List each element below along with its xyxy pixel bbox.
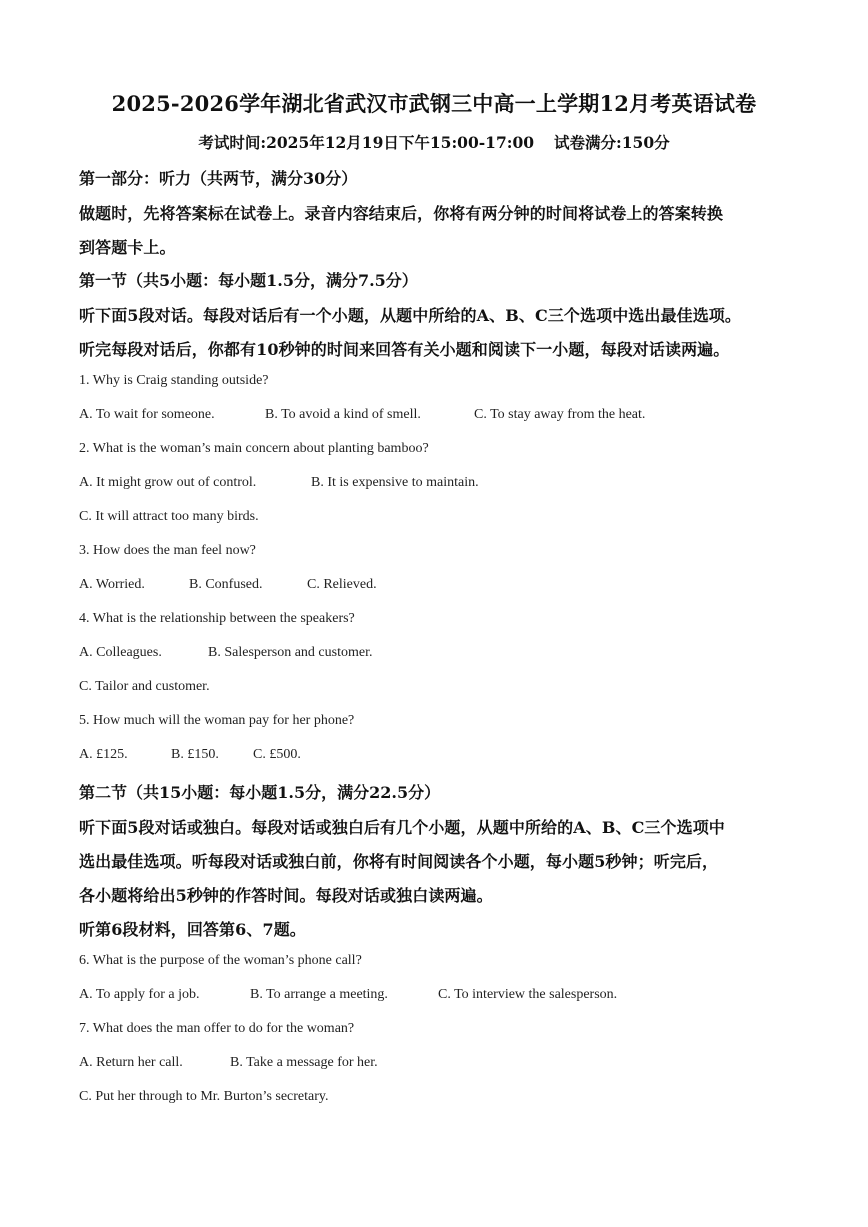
question-5-options — [79, 747, 301, 763]
exam-time: 考试时间:2025年12月19日下午15:00-17:00 — [198, 133, 535, 152]
question-7-options-row-2 — [79, 1089, 329, 1105]
question-5-stem: 5. How much will the woman pay for her phone? — [79, 713, 355, 728]
question-5-option-a: A. £125. — [79, 747, 128, 762]
question-6-option-c: C. To interview the salesperson. — [438, 987, 618, 1002]
question-2-options-row-2 — [79, 509, 259, 525]
question-5-option-c: C. £500. — [253, 747, 301, 762]
question-2-options-row-1 — [79, 475, 479, 491]
question-1-options — [79, 407, 645, 423]
material-6-note: 听第6段材料，回答第6、7题。 — [79, 920, 306, 939]
question-1-option-c: C. To stay away from the heat. — [474, 407, 646, 422]
question-7-option-b: B. Take a message for her. — [230, 1055, 378, 1070]
question-3-stem: 3. How does the man feel now? — [79, 543, 256, 558]
question-4-options-row-2 — [79, 679, 210, 695]
section2-instruction-line-1: 听下面5段对话或独白。每段对话或独白后有几个小题，从题中所给的A、B、C三个选项中 — [79, 818, 725, 837]
question-7-options-row-1 — [79, 1055, 378, 1071]
question-4-stem: 4. What is the relationship between the speakers? — [79, 611, 355, 626]
section2-instruction-line-2: 选出最佳选项。听每段对话或独白前，你将有时间阅读各个小题，每小题5秒钟；听完后， — [79, 852, 719, 871]
question-4-options-row-1 — [79, 645, 372, 661]
question-1-option-b: B. To avoid a kind of smell. — [265, 407, 421, 422]
exam-score: 试卷满分:150分 — [554, 133, 670, 152]
question-4-option-b: B. Salesperson and customer. — [208, 645, 373, 660]
question-7-stem: 7. What does the man offer to do for the woman? — [79, 1021, 355, 1036]
section2-instruction-line-3: 各小题将给出5秒钟的作答时间。每段对话或独白读两遍。 — [79, 886, 493, 905]
question-5-option-b: B. £150. — [171, 747, 219, 762]
question-1-option-a: A. To wait for someone. — [79, 407, 215, 422]
section1-instruction-line-2: 听完每段对话后，你都有10秒钟的时间来回答有关小题和阅读下一小题，每段对话读两遍。 — [79, 340, 730, 359]
question-2-option-b: B. It is expensive to maintain. — [311, 475, 479, 490]
part1-instruction-line-1: 做题时，先将答案标在试卷上。录音内容结束后，你将有两分钟的时间将试卷上的答案转换 — [79, 204, 724, 223]
part1-instruction-line-2: 到答题卡上。 — [79, 238, 176, 257]
question-2-stem: 2. What is the woman’s main concern about planting bamboo? — [79, 441, 429, 456]
question-6-options — [79, 987, 617, 1003]
question-6-option-a: A. To apply for a job. — [79, 987, 200, 1002]
exam-info — [0, 131, 868, 153]
question-2-option-a: A. It might grow out of control. — [79, 475, 257, 490]
section2-heading: 第二节（共15小题：每小题1.5分，满分22.5分） — [79, 783, 441, 802]
part1-heading: 第一部分：听力（共两节，满分30分） — [79, 169, 358, 188]
question-3-option-a: A. Worried. — [79, 577, 145, 592]
question-7-option-a: A. Return her call. — [79, 1055, 183, 1070]
question-3-option-b: B. Confused. — [189, 577, 263, 592]
question-2-option-c: C. It will attract too many birds. — [79, 509, 259, 524]
question-3-option-c: C. Relieved. — [307, 577, 377, 592]
question-6-stem: 6. What is the purpose of the woman’s phone call? — [79, 953, 362, 968]
question-3-options — [79, 577, 377, 593]
question-4-option-a: A. Colleagues. — [79, 645, 162, 660]
question-1-stem: 1. Why is Craig standing outside? — [79, 373, 269, 388]
question-7-option-c: C. Put her through to Mr. Burton’s secretary. — [79, 1089, 329, 1104]
document-title: 2025-2026学年湖北省武汉市武钢三中高一上学期12月考英语试卷 — [111, 91, 757, 116]
question-4-option-c: C. Tailor and customer. — [79, 679, 210, 694]
question-6-option-b: B. To arrange a meeting. — [250, 987, 388, 1002]
section1-heading: 第一节（共5小题：每小题1.5分，满分7.5分） — [79, 271, 418, 290]
section1-instruction-line-1: 听下面5段对话。每段对话后有一个小题，从题中所给的A、B、C三个选项中选出最佳选项。 — [79, 306, 742, 325]
